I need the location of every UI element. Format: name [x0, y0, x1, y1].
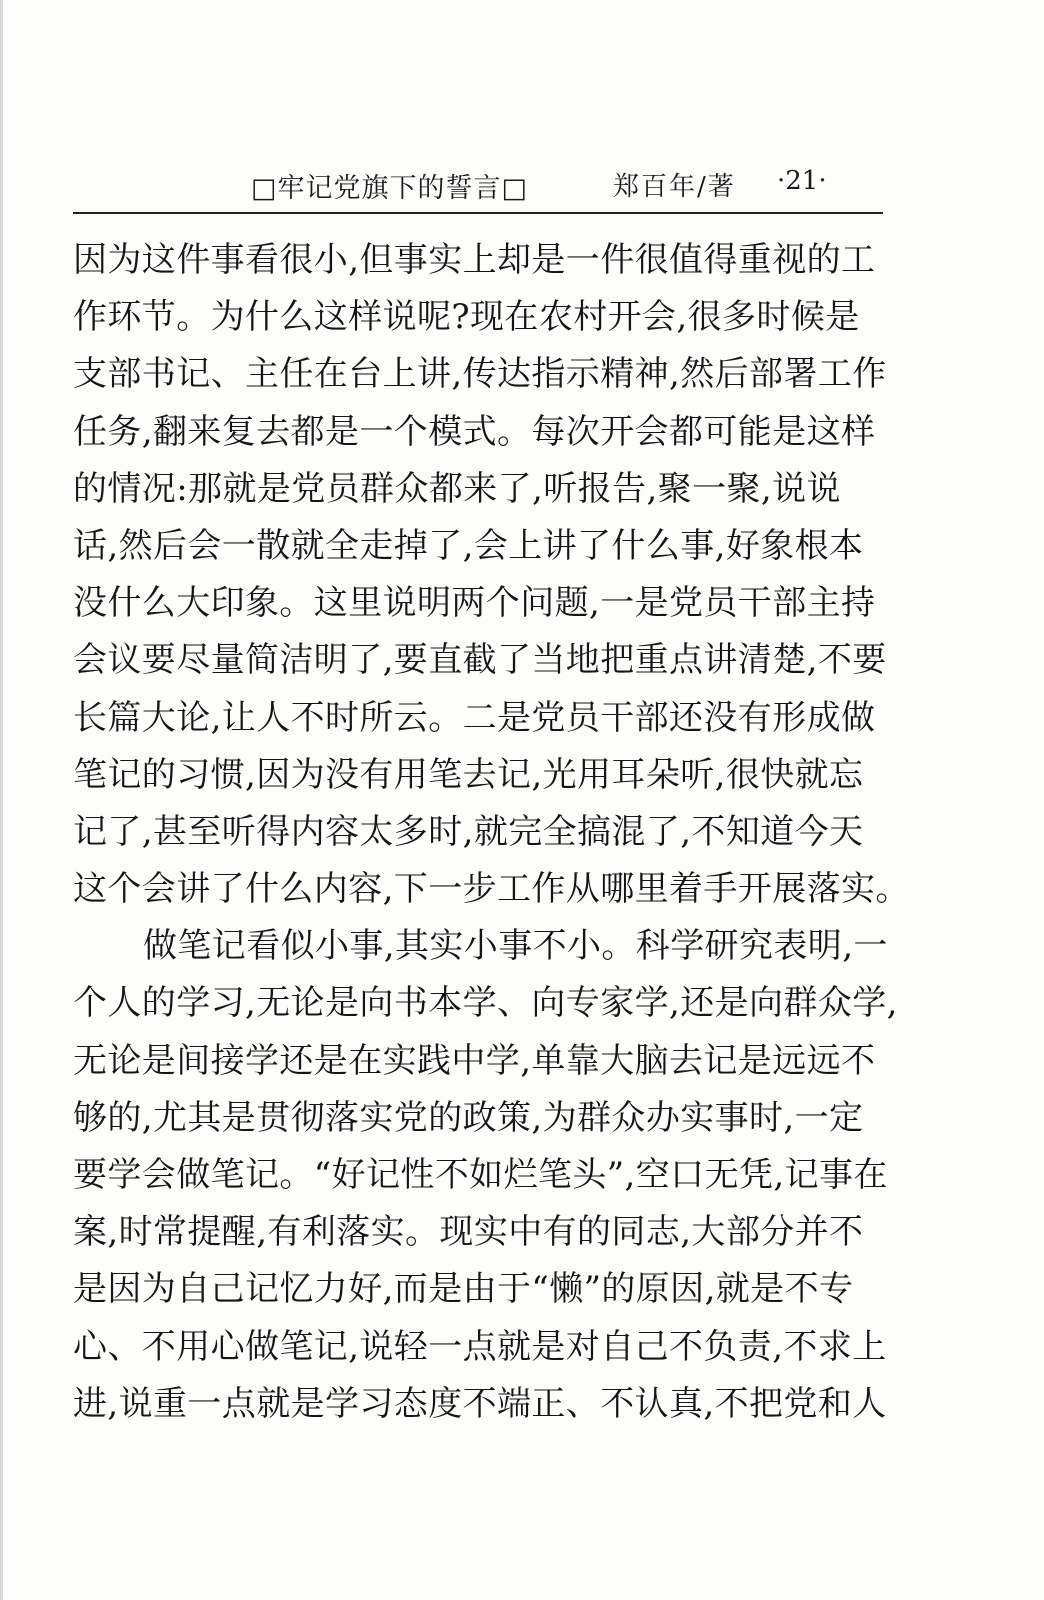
paragraph-2	[73, 918, 898, 1433]
body-text	[73, 232, 910, 1433]
text-line: 的情况:那就是党员群众都来了,听报告,聚一聚,说说	[73, 468, 841, 509]
text-line: 话,然后会一散就全走掉了,会上讲了什么事,好象根本	[73, 525, 864, 566]
text-line: 长篇大论,让人不时所云。二是党员干部还没有形成做	[73, 697, 876, 738]
author-byline: 郑百年/著	[613, 172, 736, 202]
text-line: 因为这件事看很小,但事实上却是一件很值得重视的工	[73, 240, 876, 280]
text-line: 案,时常提醒,有利落实。现实中有的同志,大部分并不	[73, 1212, 864, 1253]
text-line: 支部书记、主任在台上讲,传达指示精神,然后部署工作	[73, 354, 887, 395]
text-line: 这个会讲了什么内容,下一步工作从哪里着手开展落实。	[73, 869, 910, 910]
text-line: 做笔记看似小事,其实小事不小。科学研究表明,一	[143, 926, 888, 967]
paragraph-1	[73, 232, 910, 918]
book-title: □牢记党旗下的誓言□	[251, 173, 529, 204]
text-line: 作环节。为什么这样说呢?现在农村开会,很多时候是	[73, 297, 860, 338]
text-line: 进,说重一点就是学习态度不端正、不认真,不把党和人	[73, 1383, 887, 1424]
text-line: 无论是间接学还是在实践中学,单靠大脑去记是远远不	[73, 1040, 876, 1081]
text-line: 心、不用心做笔记,说轻一点就是对自己不负责,不求上	[73, 1326, 887, 1367]
text-line: 是因为自己记忆力好,而是由于“懒”的原因,就是不专	[73, 1269, 854, 1310]
text-line: 记了,甚至听得内容太多时,就完全搞混了,不知道今天	[73, 811, 864, 852]
text-line: 任务,翻来复去都是一个模式。每次开会都可能是这样	[73, 411, 876, 452]
text-line: 没什么大印象。这里说明两个问题,一是党员干部主持	[73, 583, 876, 624]
page-number: ·21·	[777, 166, 827, 196]
text-line: 要学会做笔记。“好记性不如烂笔头”,空口无凭,记事在	[73, 1155, 888, 1195]
running-header	[73, 160, 883, 214]
text-line: 够的,尤其是贯彻落实党的政策,为群众办实事时,一定	[73, 1097, 864, 1138]
text-line: 笔记的习惯,因为没有用笔去记,光用耳朵听,很快就忘	[73, 754, 864, 795]
text-line: 会议要尽量简洁明了,要直截了当地把重点讲清楚,不要	[73, 640, 887, 681]
text-line: 个人的学习,无论是向书本学、向专家学,还是向群众学,	[73, 983, 898, 1024]
